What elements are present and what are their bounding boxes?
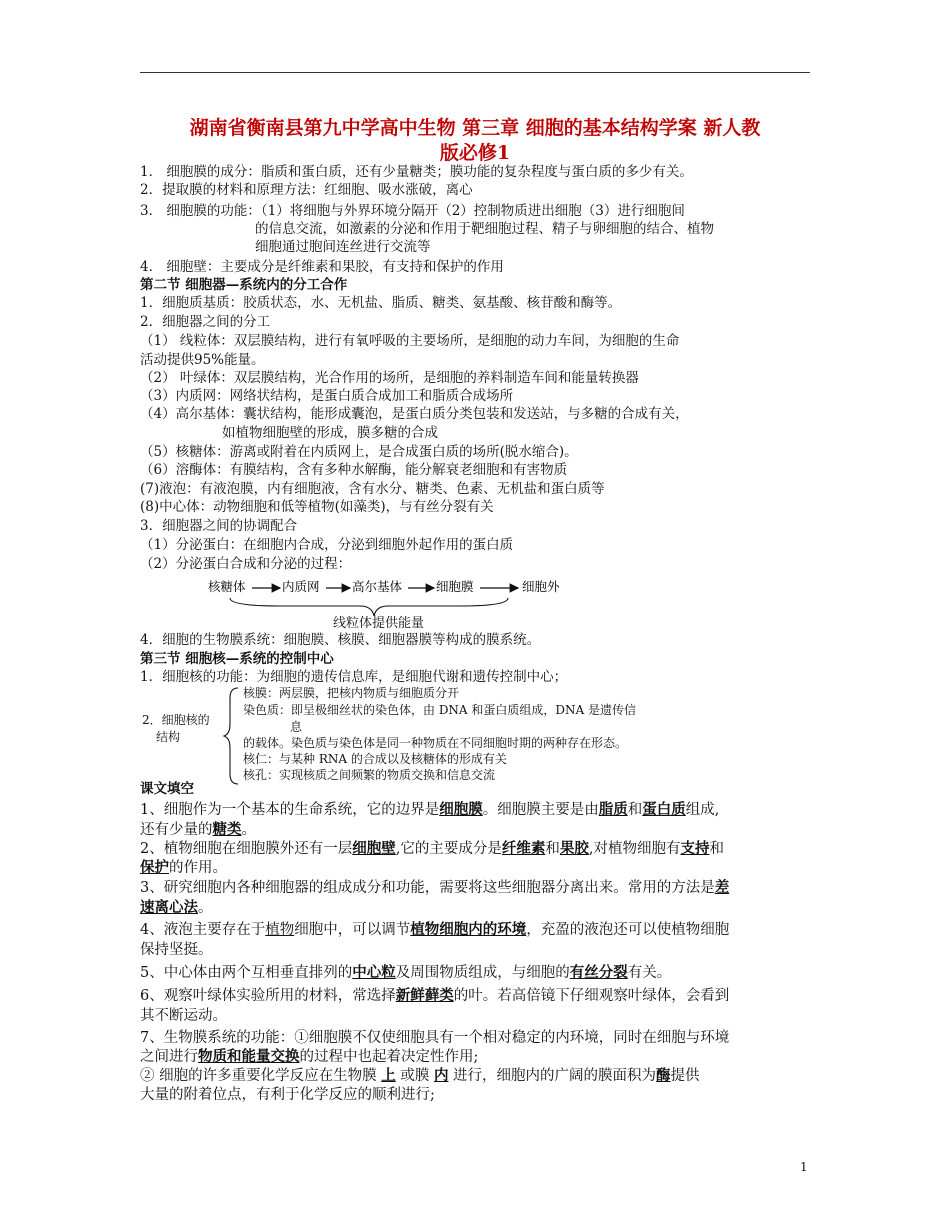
fill-p6-line2: 其不断运动。: [140, 1008, 227, 1024]
answer-plant: 植物: [265, 922, 295, 938]
fill-p4-line1: 4、液泡主要存在于植物细胞中，可以调节植物细胞内的环境，充盈的液泡还可以使植物细胞: [140, 921, 730, 938]
answer-centriole: 中心粒: [352, 964, 396, 981]
answer-centrifuge-b: 速离心法: [140, 899, 198, 916]
s1-line3b: 的信息交流，如激素的分泌和作用于靶细胞过程、精子与卵细胞的结合、植物: [255, 221, 714, 237]
s1-line4: 4． 细胞壁：主要成分是纤维素和果胶，有支持和保护的作用: [140, 259, 504, 275]
fill-p6-line1: 6、观察叶绿体实验所用的材料，常选择新鲜藓类的叶。若高倍镜下仔细观察叶绿体，会看到: [140, 987, 730, 1004]
fill-p7-line1: 7、生物膜系统的功能：①细胞膜不仅使细胞具有一个相对稳定的内环境，同时在细胞与环境: [140, 1030, 730, 1046]
fill-p3-line1: 3、研究细胞内各种细胞器的组成成分和功能，需要将这些细胞器分离出来。常用的方法是差: [140, 879, 730, 896]
flow-node-golgi: 高尔基体: [352, 579, 403, 594]
nucleus-membrane-text: 核膜：两层膜，把核内物质与细胞质分开: [243, 686, 460, 700]
fill-p7-line3: ② 细胞的许多重要化学反应在生物膜 上 或膜 内 进行，细胞内的广阔的膜面积为酶提供: [140, 1067, 700, 1084]
s1-line2: 2．提取膜的材料和原理方法：红细胞、吸水涨破，离心: [140, 182, 473, 198]
fill-p1-line2: 还有少量的糖类。: [140, 821, 256, 838]
chromatin-text: 染色质：即呈极细丝状的染色体，由 DNA 和蛋白质组成，DNA 是遗传信: [243, 703, 637, 717]
answer-sugar: 糖类: [212, 821, 242, 838]
fill-p7-line4: 大量的附着位点，有利于化学反应的顺利进行;: [140, 1087, 435, 1103]
doc-title-line1: 湖南省衡南县第九中学高中生物 第三章 细胞的基本结构学案 新人教: [189, 117, 761, 139]
fill-p1-line1: 1、细胞作为一个基本的生命系统，它的边界是细胞膜。细胞膜主要是由脂质和蛋白质组成,: [140, 801, 720, 818]
flow-node-ribosome: 核糖体: [208, 579, 246, 594]
s2-line11: 3．细胞器之间的协调配合: [140, 518, 298, 534]
s1-line1: 1． 细胞膜的成分：脂质和蛋白质，还有少量糖类；膜功能的复杂程度与蛋白质的多少有关。: [140, 164, 693, 180]
page-number: 1: [800, 1160, 808, 1174]
fill-p4-line2: 保持坚挺。: [140, 942, 213, 958]
flow-brace: [230, 598, 508, 616]
answer-moss: 新鲜藓类: [395, 987, 454, 1004]
s2-line13: （2）分泌蛋白合成和分泌的过程：: [140, 556, 352, 572]
fill-p3-line2: 速离心法。: [140, 899, 213, 916]
s2-line1: 1．细胞质基质：胶质状态，水、无机盐、脂质、糖类、氨基酸、核苷酸和酶等。: [140, 295, 622, 311]
answer-cell-wall: 细胞壁: [352, 840, 396, 857]
answer-on: 上: [381, 1067, 396, 1084]
header-rule: [140, 72, 810, 73]
s2-line2: 2．细胞器之间的分工: [140, 314, 271, 330]
fill-p2-line1: 2、植物细胞在细胞膜外还有一层细胞壁,它的主要成分是纤维素和果胶,对植物细胞有支持和: [140, 840, 724, 857]
answer-support: 支持: [680, 840, 710, 857]
s2-heading: 第二节 细胞器—系统内的分工合作: [140, 277, 348, 293]
s2-line7: （5）核糖体：游离或附着在内质网上，是合成蛋白质的场所(脱水缩合)。: [140, 444, 578, 460]
nuclear-pore-text: 核孔：实现核质之间频繁的物质交换和信息交流: [243, 768, 496, 782]
nucleus-structure-label-1: 2．细胞核的: [142, 713, 210, 727]
s3-heading: 第三节 细胞核—系统的控制中心: [140, 651, 334, 667]
s2-line3: （1） 线粒体：双层膜结构，进行有氧呼吸的主要场所，是细胞的动力车间，为细胞的生命: [140, 333, 680, 349]
s2-line12: （1）分泌蛋白：在细胞内合成，分泌到细胞外起作用的蛋白质: [140, 537, 514, 553]
answer-enzyme: 酶: [656, 1067, 671, 1084]
fill-p5: 5、中心体由两个互相垂直排列的中心粒及周围物质组成，与细胞的有丝分裂有关。: [140, 964, 672, 981]
s2-line9: (7)液泡：有液泡膜，内有细胞液，含有水分、糖类、色素、无机盐和蛋白质等: [140, 481, 605, 497]
answer-protein: 蛋白质: [642, 801, 686, 818]
fill-p2-line2: 保护的作用。: [140, 859, 227, 876]
answer-mitosis: 有丝分裂: [569, 964, 628, 981]
answer-protect: 保护: [140, 859, 169, 876]
s2-line6: （4）高尔基体：囊状结构，能形成囊泡，是蛋白质分类包装和发送站，与多糖的合成有关，: [140, 406, 689, 422]
s2-line8: （6）溶酶体：有膜结构，含有多种水解酶，能分解衰老细胞和有害物质: [140, 462, 568, 478]
s2-line6b: 如植物细胞壁的形成，膜多糖的合成: [222, 425, 438, 441]
s2-line5: （3）内质网：网络状结构，是蛋白质合成加工和脂质合成场所: [140, 388, 514, 404]
s1-line3: 3． 细胞膜的功能：（1）将细胞与外界环境分隔开（2）控制物质进出细胞（3）进行细胞间: [140, 203, 685, 219]
chromatin-text-b: 息: [290, 720, 303, 734]
s3-line1: 1．细胞核的功能：为细胞的遗传信息库，是细胞代谢和遗传控制中心；: [140, 669, 568, 685]
answer-cellulose: 纤维素: [501, 840, 546, 857]
flow-node-er: 内质网: [282, 579, 320, 594]
doc-title-line2: 版必修1: [439, 142, 511, 164]
answer-pectin: 果胶: [559, 840, 589, 857]
answer-centrifuge-a: 差: [714, 879, 730, 896]
answer-lipid: 脂质: [598, 801, 628, 818]
chromatin-text-c: 的载体。染色质与染色体是同一种物质在不同细胞时期的两种存在形态。: [243, 736, 628, 750]
fill-p7-line2: 之间进行物质和能量交换的过程中也起着决定性作用;: [140, 1048, 479, 1065]
answer-cell-membrane: 细胞膜: [439, 801, 483, 818]
s2-line3b: 活动提供95%能量。: [140, 352, 265, 368]
fill-heading: 课文填空: [140, 781, 194, 797]
s2-line10: (8)中心体：动物细胞和低等植物(如藻类)，与有丝分裂有关: [140, 499, 494, 515]
nucleus-brace: [222, 686, 242, 786]
answer-plant-env: 植物细胞内的环境: [410, 921, 527, 938]
s2-line4: （2） 叶绿体：双层膜结构，光合作用的场所，是细胞的养料制造车间和能量转换器: [140, 370, 639, 386]
s1-line3c: 细胞通过胞间连丝进行交流等: [255, 239, 431, 255]
nucleus-structure-label-2: 结构: [156, 730, 181, 744]
answer-in: 内: [433, 1067, 449, 1084]
flow-node-membrane: 细胞膜: [436, 579, 474, 594]
answer-exchange: 物质和能量交换: [198, 1048, 300, 1065]
flow-energy-note: 线粒体提供能量: [333, 616, 425, 631]
flow-node-outside: 细胞外: [522, 579, 560, 594]
s2-line14: 4．细胞的生物膜系统：细胞膜、核膜、细胞器膜等构成的膜系统。: [140, 632, 541, 648]
nucleolus-text: 核仁：与某种 RNA 的合成以及核糖体的形成有关: [243, 752, 507, 766]
